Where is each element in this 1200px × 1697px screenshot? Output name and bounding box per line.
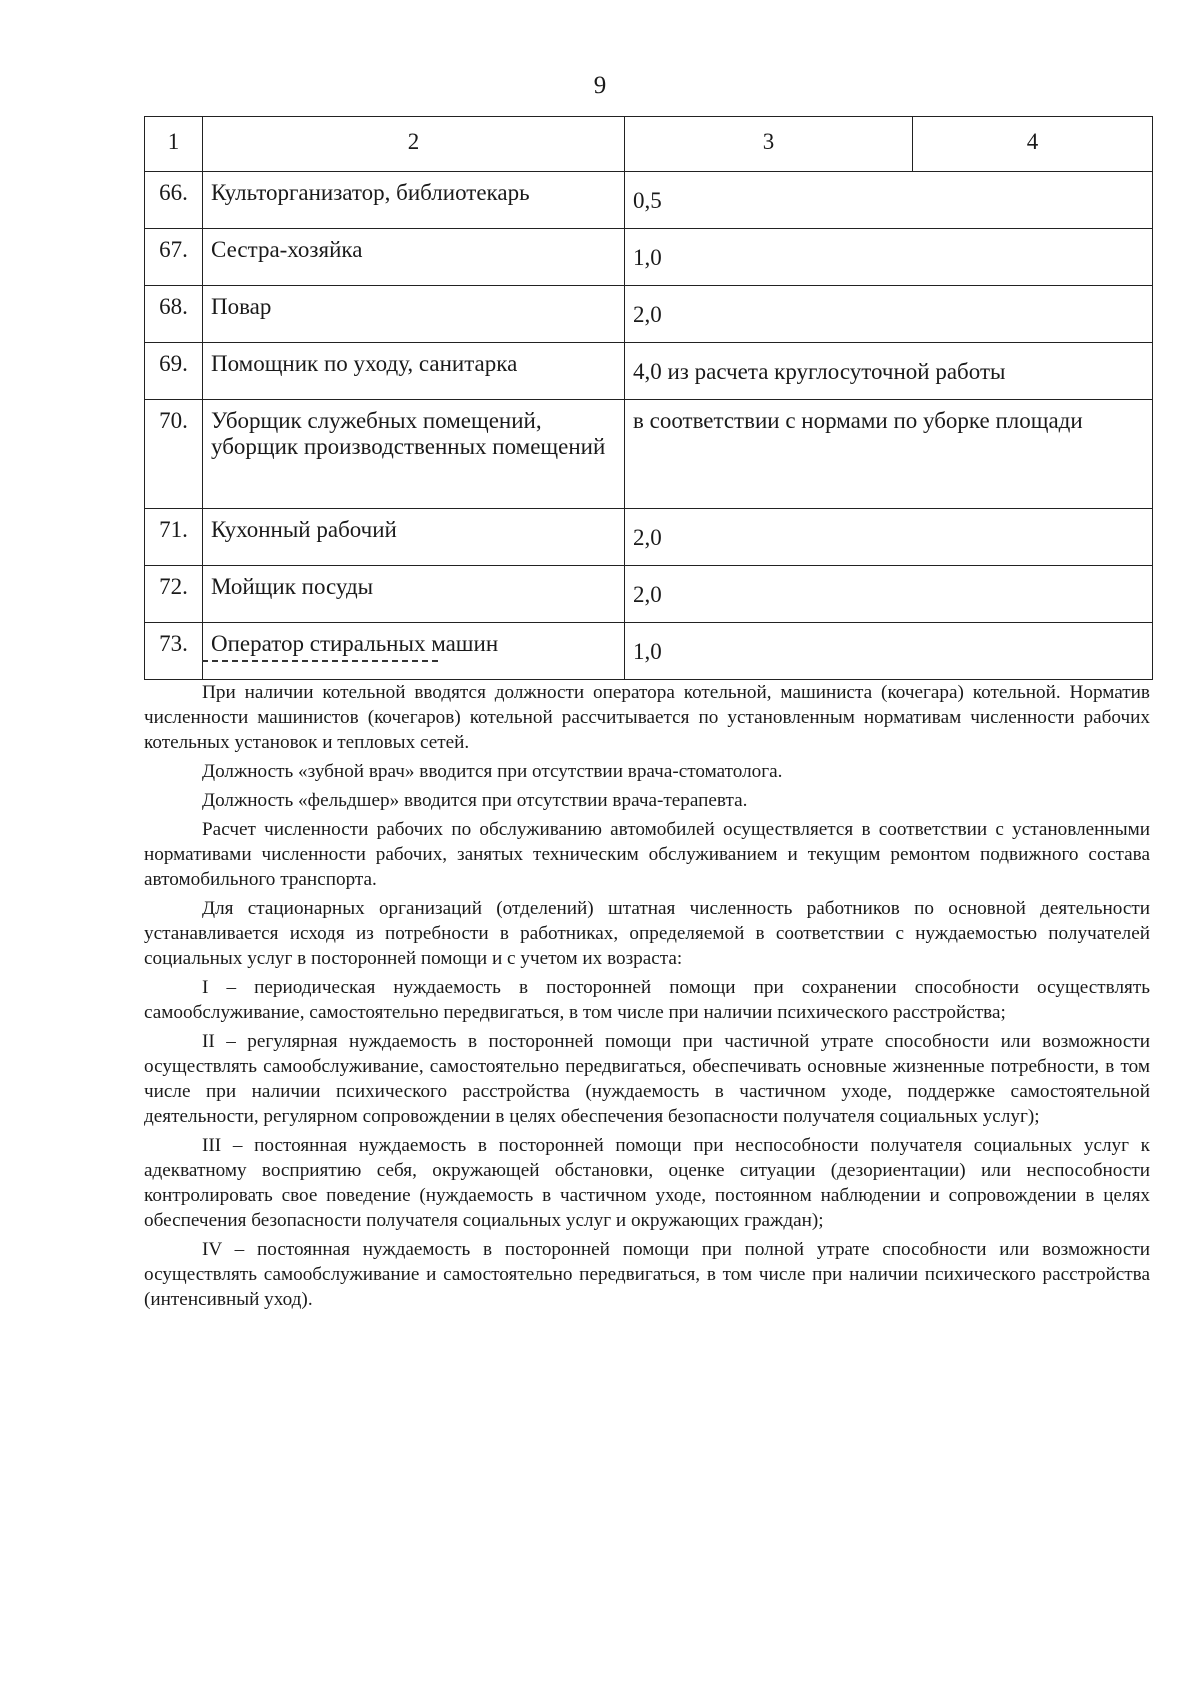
footnote-paragraph: Должность «зубной врач» вводится при отсутствии врача-стоматолога.	[202, 761, 783, 782]
row-number: 72.	[145, 566, 203, 623]
table-row	[145, 343, 1153, 400]
staff-norm: 2,0	[625, 566, 1153, 623]
row-number: 69.	[145, 343, 203, 400]
staff-norm: 2,0	[625, 286, 1153, 343]
row-number: 66.	[145, 172, 203, 229]
position-name: Кухонный рабочий	[203, 509, 625, 566]
footnote-paragraph: IV – постоянная нуждаемость в посторонней помощи при полной утрате способности или возможности осуществлять самообслуживание и самостоятельно передвигаться, в том числе при наличии психического расстройства (интенсивный уход).	[144, 1239, 1150, 1310]
staff-norm: 1,0	[625, 623, 1153, 680]
position-name: Культорганизатор, библиотекарь	[203, 172, 625, 229]
position-name: Сестра-хозяйка	[203, 229, 625, 286]
footnote-paragraph: При наличии котельной вводятся должности оператора котельной, машиниста (кочегара) котельной. Норматив численности машинистов (кочегаров) котельной рассчитывается по установленным нормативам численности рабочих котельных установок и тепловых сетей.	[144, 682, 1150, 753]
position-name: Повар	[203, 286, 625, 343]
staffing-table	[144, 116, 1153, 680]
column-header: 4	[913, 117, 1153, 172]
row-number: 70.	[145, 400, 203, 509]
position-name: Уборщик служебных помещений, уборщик производственных помещений	[203, 400, 625, 509]
page-number: 9	[593, 72, 607, 99]
footnote-paragraph: II – регулярная нуждаемость в посторонней помощи при частичной утрате способности или возможности осуществлять самообслуживание, самостоятельно передвигаться, обеспечивать основные жизненные потребности, в том числе при наличии психического расстройства (нуждаемость в частичном уходе, поддержке самостоятельной деятельности, регулярном сопровождении в целях обеспечения безопасности получателя социальных услуг);	[144, 1031, 1150, 1127]
table-row	[145, 509, 1153, 566]
footnote-separator	[202, 660, 438, 664]
footnotes	[144, 660, 1150, 1316]
footnote-paragraph: Должность «фельдшер» вводится при отсутствии врача-терапевта.	[202, 790, 748, 811]
footnote-paragraph: III – постоянная нуждаемость в посторонней помощи при неспособности получателя социальных услуг к адекватному восприятию себя, окружающей обстановки, оценке ситуации (дезориентации) или неспособности контролировать свое поведение (нуждаемость в частичном уходе, постоянном наблюдении и сопровождении в целях обеспечения безопасности получателя социальных услуг и окружающих граждан);	[144, 1135, 1150, 1231]
staff-norm: 0,5	[625, 172, 1153, 229]
staff-norm: 1,0	[625, 229, 1153, 286]
staff-norm: в соответствии с нормами по уборке площади	[625, 400, 1153, 509]
position-name: Мойщик посуды	[203, 566, 625, 623]
row-number: 73.	[145, 623, 203, 680]
column-header: 3	[625, 117, 913, 172]
column-header: 2	[203, 117, 625, 172]
row-number: 71.	[145, 509, 203, 566]
table-row	[145, 286, 1153, 343]
footnote-paragraph: Для стационарных организаций (отделений) штатная численность работников по основной деятельности устанавливается исходя из потребности в работниках, определяемой в соответствии с нуждаемостью получателей социальных услуг в посторонней помощи и с учетом их возраста:	[144, 898, 1150, 969]
staff-norm: 2,0	[625, 509, 1153, 566]
table-row	[145, 229, 1153, 286]
position-name: Оператор стиральных машин	[203, 623, 625, 680]
position-name: Помощник по уходу, санитарка	[203, 343, 625, 400]
table-row	[145, 172, 1153, 229]
table-header-row	[145, 117, 1153, 172]
footnote-paragraph: Расчет численности рабочих по обслуживанию автомобилей осуществляется в соответствии с установленными нормативами численности рабочих, занятых техническим обслуживанием и текущим ремонтом подвижного состава автомобильного транспорта.	[144, 819, 1150, 890]
row-number: 67.	[145, 229, 203, 286]
table-row	[145, 400, 1153, 509]
staff-norm: 4,0 из расчета круглосуточной работы	[625, 343, 1153, 400]
column-header: 1	[145, 117, 203, 172]
table-row	[145, 566, 1153, 623]
row-number: 68.	[145, 286, 203, 343]
footnote-paragraph: I – периодическая нуждаемость в посторонней помощи при сохранении способности осуществлять самообслуживание, самостоятельно передвигаться, в том числе при наличии психического расстройства;	[144, 977, 1150, 1023]
